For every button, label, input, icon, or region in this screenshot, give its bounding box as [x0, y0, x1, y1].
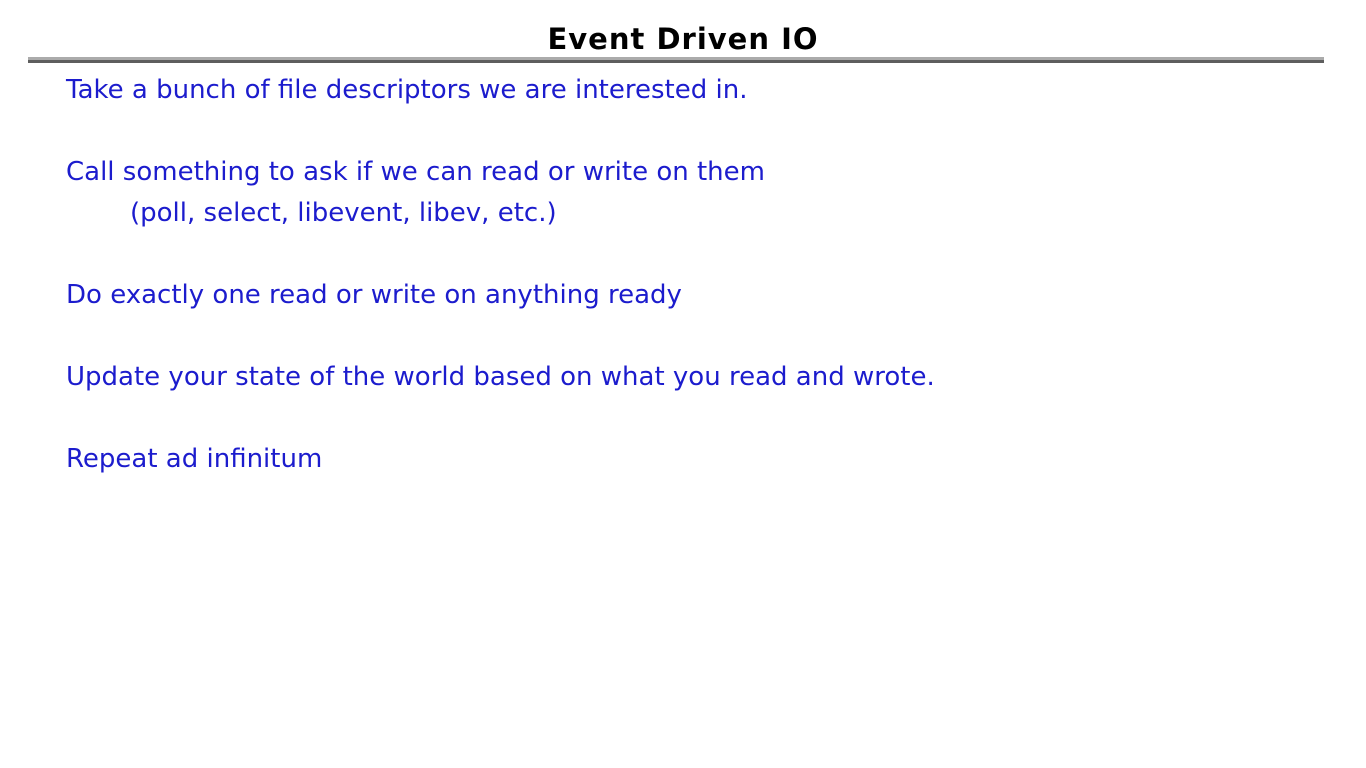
paragraph-update-state — [66, 357, 1326, 398]
paragraph-do-one-read-write — [66, 275, 1326, 316]
paragraph-take-descriptors — [66, 70, 1326, 111]
title-divider — [28, 57, 1324, 63]
paragraph-repeat — [66, 439, 1326, 480]
slide-text-line: (poll, select, libevent, libev, etc.) — [130, 198, 557, 228]
slide-text-line: Call something to ask if we can read or write on them — [66, 157, 765, 187]
slide-body — [66, 70, 1326, 521]
slide-text-line: Do exactly one read or write on anything ready — [66, 280, 682, 310]
paragraph-call-something — [66, 152, 1326, 234]
slide-text-line: Repeat ad infinitum — [66, 444, 323, 474]
slide-text-line: Update your state of the world based on what you read and wrote. — [66, 362, 935, 392]
slide-text-line: Take a bunch of file descriptors we are interested in. — [66, 75, 748, 105]
slide-title: Event Driven IO — [547, 22, 819, 56]
